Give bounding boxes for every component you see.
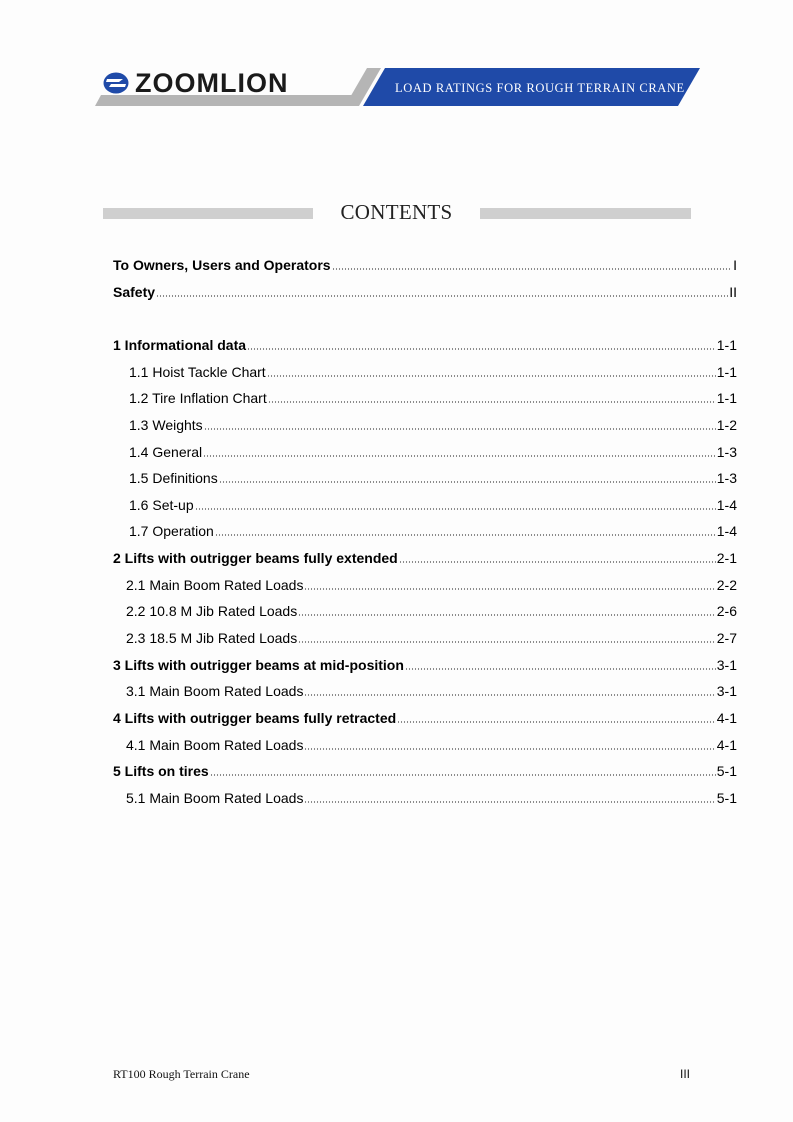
contents-title: CONTENTS: [340, 200, 453, 224]
toc-entry-label: 1.7 Operation: [129, 523, 214, 539]
toc-entry-label: To Owners, Users and Operators: [113, 257, 331, 273]
toc-entry-label: 3.1 Main Boom Rated Loads: [126, 683, 304, 699]
toc-entry-label: 2.1 Main Boom Rated Loads: [126, 577, 304, 593]
toc-entry-page: 1-3: [716, 470, 737, 486]
toc-dot-leader: [156, 295, 728, 297]
toc-dot-leader: [203, 455, 716, 457]
toc-entry-page: 1-1: [716, 364, 737, 380]
toc-dot-leader: [247, 348, 716, 350]
toc-dot-leader: [332, 268, 733, 270]
toc-dot-leader: [399, 561, 716, 563]
toc-entry[interactable]: [126, 575, 737, 593]
brand-name: ZOOMLION: [135, 67, 289, 98]
toc-entry[interactable]: [113, 761, 737, 779]
toc-entry-page: 1-1: [716, 337, 737, 353]
footer-document-title: RT100 Rough Terrain Crane: [113, 1067, 250, 1081]
toc-entry-page: 4-1: [716, 710, 737, 726]
toc-dot-leader: [298, 614, 716, 616]
toc-entry-label: 1.4 General: [129, 444, 203, 460]
toc-dot-leader: [397, 721, 716, 723]
toc-entry-label: 2 Lifts with outrigger beams fully extended: [113, 550, 398, 566]
toc-dot-leader: [298, 641, 716, 643]
toc-entry[interactable]: [129, 521, 737, 539]
toc-entry[interactable]: [126, 681, 737, 699]
toc-entry[interactable]: [113, 255, 737, 273]
toc-entry-page: II: [729, 284, 737, 300]
toc-dot-leader: [304, 748, 715, 750]
toc-entry-page: I: [733, 257, 737, 273]
toc-entry[interactable]: [129, 415, 737, 433]
toc-entry-label: 1 Informational data: [113, 337, 247, 353]
toc-dot-leader: [215, 534, 716, 536]
toc-entry-label: 4.1 Main Boom Rated Loads: [126, 737, 304, 753]
toc-entry-label: 1.3 Weights: [129, 417, 203, 433]
toc-dot-leader: [304, 801, 715, 803]
toc-entry-page: 2-6: [716, 603, 737, 619]
toc-entry-label: 1.5 Definitions: [129, 470, 218, 486]
toc-entry[interactable]: [129, 468, 737, 486]
toc-entry-page: 3-1: [716, 657, 737, 673]
toc-entry-page: 2-7: [716, 630, 737, 646]
toc-entry[interactable]: [126, 601, 737, 619]
toc-entry-page: 1-1: [716, 390, 737, 406]
toc-entry-label: 1.1 Hoist Tackle Chart: [129, 364, 266, 380]
toc-entry[interactable]: [126, 735, 737, 753]
toc-entry[interactable]: [129, 442, 737, 460]
toc-entry-label: 2.3 18.5 M Jib Rated Loads: [126, 630, 298, 646]
toc-entry[interactable]: [129, 388, 737, 406]
toc-entry-label: 4 Lifts with outrigger beams fully retracted: [113, 710, 397, 726]
toc-entry[interactable]: [113, 335, 737, 353]
toc-entry-label: 5.1 Main Boom Rated Loads: [126, 790, 304, 806]
toc-entry[interactable]: [126, 788, 737, 806]
toc-entry-page: 2-2: [716, 577, 737, 593]
toc-entry[interactable]: [129, 362, 737, 380]
toc-dot-leader: [210, 774, 716, 776]
toc-dot-leader: [304, 694, 715, 696]
toc-entry[interactable]: [126, 628, 737, 646]
page-header: [95, 62, 705, 112]
toc-entry-page: 5-1: [716, 763, 737, 779]
toc-entry-page: 1-2: [716, 417, 737, 433]
toc-entry-page: 1-3: [716, 444, 737, 460]
toc-dot-leader: [268, 401, 716, 403]
zoomlion-logo-mark-icon: [103, 72, 129, 94]
toc-entry-label: 1.2 Tire Inflation Chart: [129, 390, 267, 406]
toc-entry-page: 3-1: [716, 683, 737, 699]
toc-dot-leader: [267, 375, 716, 377]
heading-bar-left: [103, 208, 313, 219]
toc-entry-page: 5-1: [716, 790, 737, 806]
toc-entry[interactable]: [113, 548, 737, 566]
toc-entry[interactable]: [113, 282, 737, 300]
toc-entry-page: 2-1: [716, 550, 737, 566]
toc-entry-label: 5 Lifts on tires: [113, 763, 209, 779]
heading-bar-right: [480, 208, 691, 219]
footer-page-number: III: [680, 1067, 691, 1081]
zoomlion-logo: [103, 68, 288, 98]
toc-dot-leader: [204, 428, 716, 430]
toc-entry-label: 3 Lifts with outrigger beams at mid-position: [113, 657, 404, 673]
toc-entry-label: 1.6 Set-up: [129, 497, 194, 513]
toc-dot-leader: [195, 508, 716, 510]
header-banner-title: LOAD RATINGS FOR ROUGH TERRAIN CRANE: [395, 81, 685, 95]
toc-dot-leader: [219, 481, 716, 483]
toc-entry-label: 2.2 10.8 M Jib Rated Loads: [126, 603, 298, 619]
toc-entry-page: 4-1: [716, 737, 737, 753]
toc-entry[interactable]: [113, 708, 737, 726]
contents-heading: [103, 200, 691, 228]
toc-entry-page: 1-4: [716, 497, 737, 513]
toc-entry-page: 1-4: [716, 523, 737, 539]
toc-dot-leader: [304, 588, 715, 590]
toc-entry[interactable]: [113, 655, 737, 673]
toc-entry[interactable]: [129, 495, 737, 513]
toc-dot-leader: [405, 668, 716, 670]
toc-entry-label: Safety: [113, 284, 156, 300]
